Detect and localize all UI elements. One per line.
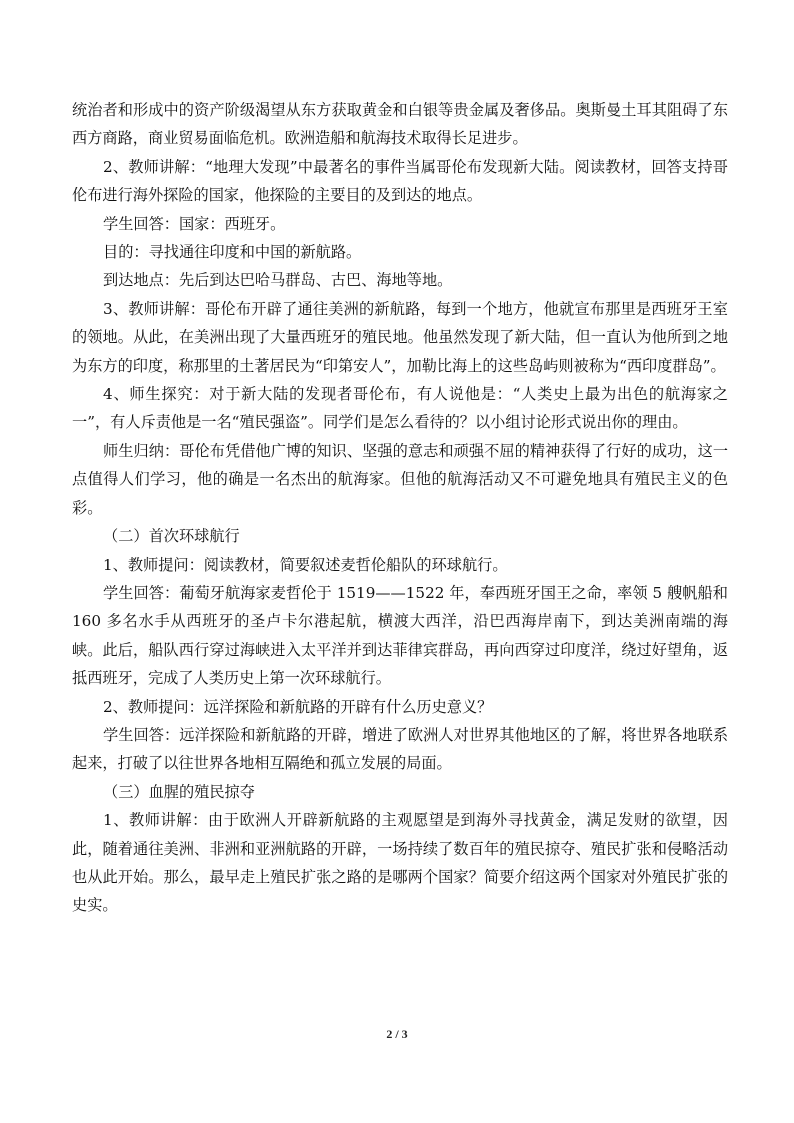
paragraph: 学生回答：远洋探险和新航路的开辟，增进了欧洲人对世界其他地区的了解，将世界各地联系起来，打破了以往世界各地相互隔绝和孤立发展的局面。 [72, 725, 728, 773]
paragraph: 1、教师讲解：由于欧洲人开辟新航路的主观愿望是到海外寻找黄金，满足发财的欲望，因此，随着通往美洲、非洲和亚洲航路的开辟，一场持续了数百年的殖民掠夺、殖民扩张和侵略活动也从此开始。那么，最早走上殖民扩张之路的是哪两个国家？简要介绍这两个国家对外殖民扩张的史实。 [72, 811, 728, 915]
page-number: 2 / 3 [386, 1027, 408, 1041]
paragraph-continuation: 统治者和形成中的资产阶级渴望从东方获取黄金和白银等贵金属及奢侈品。奥斯曼土耳其阻碍了东西方商路，商业贸易面临危机。欧洲造船和航海技术取得长足进步。 [72, 101, 728, 148]
paragraph: 目的：寻找通往印度和中国的新航路。 [103, 243, 362, 262]
section-heading: （三）血腥的殖民掠夺 [103, 782, 255, 801]
section-heading: （二）首次环球航行 [103, 527, 240, 546]
paragraph: 3、教师讲解：哥伦布开辟了通往美洲的新航路，每到一个地方，他就宣布那里是西班牙王室的领地。从此，在美洲出现了大量西班牙的殖民地。他虽然发现了新大陆，但一直认为他所到之地为东方的印度，称那里的土著居民为“印第安人”，加勒比海上的这些岛屿则被称为“西印度群岛”。 [72, 299, 728, 375]
paragraph: 学生回答：国家：西班牙。 [103, 214, 286, 233]
paragraph: 师生归纳：哥伦布凭借他广博的知识、坚强的意志和顽强不屈的精神获得了行好的成功，这一点值得人们学习，他的确是一名杰出的航海家。但他的航海活动又不可避免地具有殖民主义的色彩。 [72, 441, 728, 517]
paragraph: 到达地点：先后到达巴哈马群岛、古巴、海地等地。 [103, 271, 453, 290]
paragraph: 2、教师提问：远洋探险和新航路的开辟有什么历史意义？ [103, 697, 493, 716]
paragraph: 1、教师提问：阅读教材，简要叙述麦哲伦船队的环球航行。 [103, 555, 508, 574]
paragraph: 学生回答：葡萄牙航海家麦哲伦于 1519——1522 年，奉西班牙国王之命，率领 5 艘帆船和 160 多名水手从西班牙的圣卢卡尔港起航，横渡大西洋，沿巴西海岸南下，到达美洲南端的海峡。此后，船队西行穿过海峡进入太平洋并到达菲律宾群岛，再向西穿过印度洋，绕过好望角，返抵西班牙，完成了人类历史上第一次环球航行。 [72, 583, 728, 688]
paragraph: 4、师生探究：对于新大陆的发现者哥伦布，有人说他是：“人类史上最为出色的航海家之一”，有人斥责他是一名“殖民强盗”。同学们是怎么看待的？以小组讨论形式说出你的理由。 [72, 385, 728, 432]
document-body [72, 96, 728, 920]
paragraph: 2、教师讲解：“地理大发现”中最著名的事件当属哥伦布发现新大陆。阅读教材，回答支持哥伦布进行海外探险的国家，他探险的主要目的及到达的地点。 [72, 157, 728, 205]
